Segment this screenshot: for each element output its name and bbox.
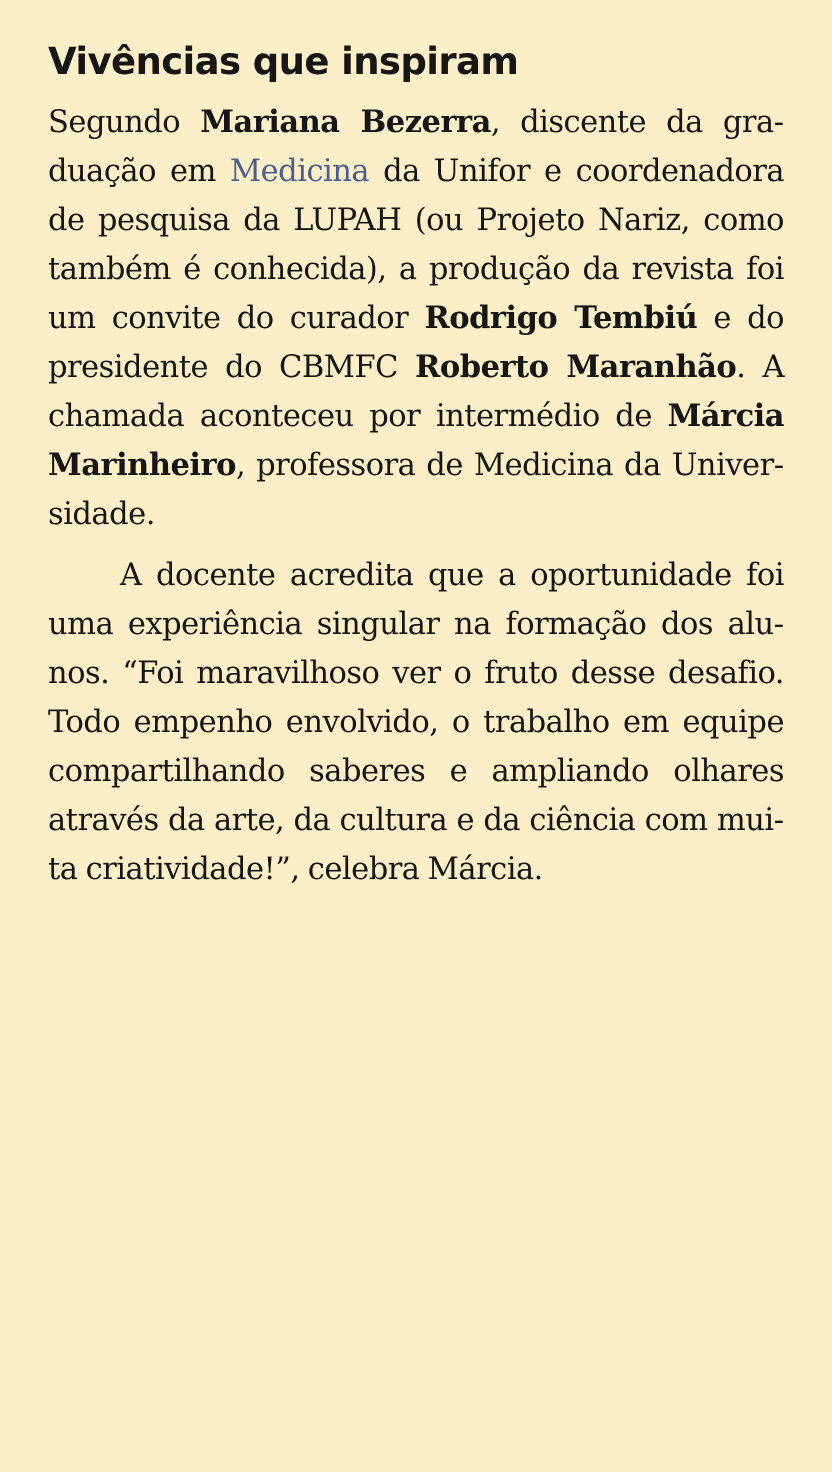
text-segment: da Unifor e coordenadora de pesquisa da LUPAH (ou Projeto Nariz, como também é conhecida), a produção da revista foi um convite do curador bbox=[48, 154, 785, 336]
paragraph-quote: A docente acredita que a oportunidade foi uma experiência singular na formação dos alunos. “Foi maravilhoso ver o fruto desse desafio. Todo empenho envolvido, o trabalho em equipe compartilhando saberes e ampliando olhares através da arte, da cultura e da ciência com muita criatividade!”, celebra Márcia. bbox=[48, 558, 784, 887]
medicina-link[interactable]: Medicina bbox=[229, 154, 370, 189]
person-name-roberto: Roberto Maranhão bbox=[415, 349, 737, 385]
section-heading: Vivências que inspiram bbox=[48, 40, 519, 83]
person-name-rodrigo: Rodrigo Tembiú bbox=[424, 300, 698, 336]
text-segment: Segundo bbox=[48, 105, 201, 140]
person-name-mariana: Mariana Bezerra bbox=[200, 104, 491, 140]
text-segment: , discente da graduação em bbox=[48, 105, 784, 189]
paragraph-intro bbox=[48, 98, 784, 539]
text-segment: e do presidente do CBMFC bbox=[48, 301, 784, 385]
person-name-marcia: Márcia Marinheiro bbox=[48, 398, 784, 483]
text-segment: , professora de Medicina da Universidade. bbox=[48, 448, 784, 532]
text-segment: . A chamada aconteceu por intermédio de bbox=[48, 350, 784, 434]
